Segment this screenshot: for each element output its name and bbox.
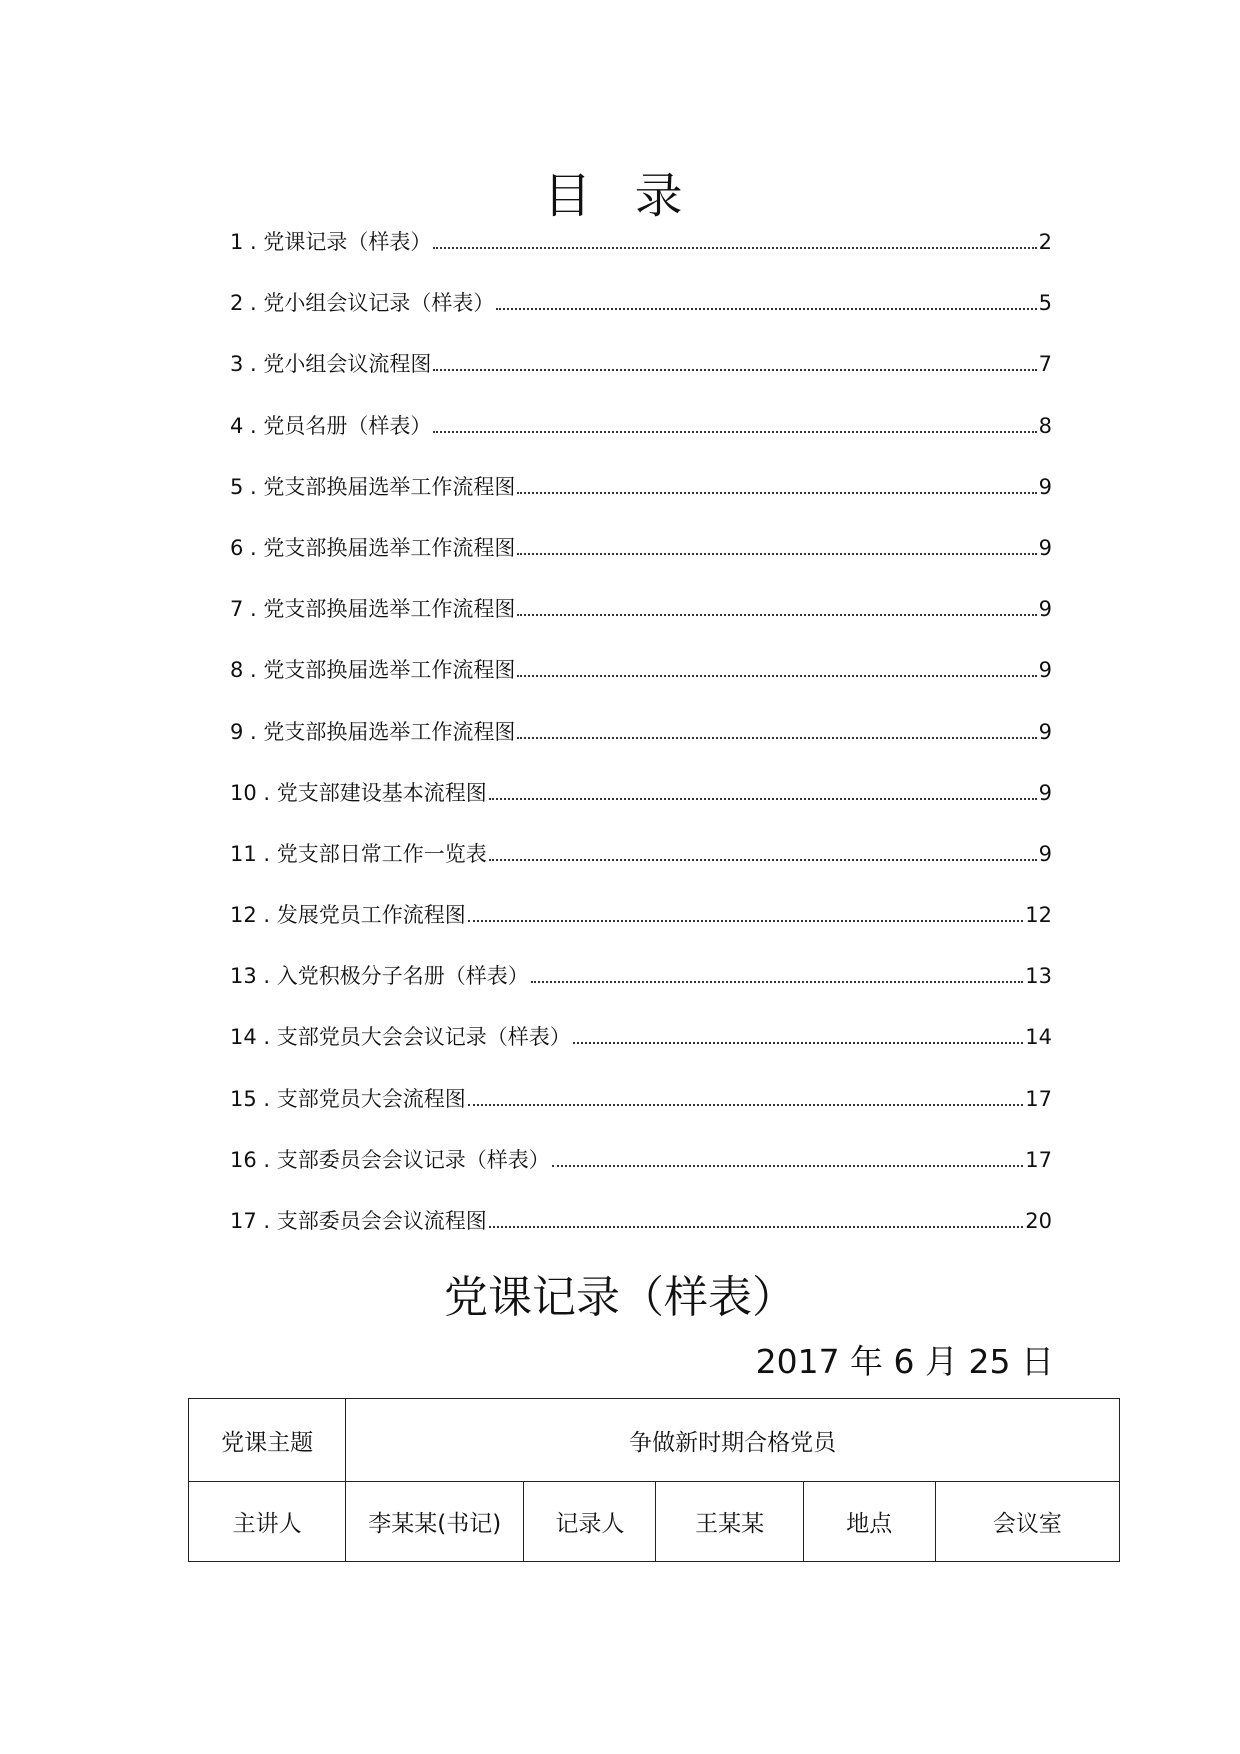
toc-entry-page: 20 <box>1025 1209 1052 1233</box>
toc-entry-label: 党支部换届选举工作流程图 <box>263 719 516 744</box>
toc-title: 目 录 <box>543 168 697 224</box>
toc-entry-separator: . <box>256 1147 277 1172</box>
toc-entry[interactable] <box>230 594 1052 655</box>
location-label-cell: 地点 <box>803 1482 935 1562</box>
toc-leader-dots <box>468 1103 1024 1106</box>
toc-entry-label: 党小组会议流程图 <box>263 352 432 377</box>
toc-entry-separator: . <box>256 1086 277 1111</box>
toc-entry-label: 党小组会议记录（样表） <box>263 291 495 316</box>
toc-entry-separator: . <box>243 230 264 254</box>
toc-entry-separator: . <box>256 903 277 928</box>
toc-entry-page: 9 <box>1038 597 1052 622</box>
toc-entry-number: 12 <box>230 903 257 928</box>
toc-entry-label: 党支部日常工作一览表 <box>276 841 487 866</box>
toc-leader-dots <box>433 368 1036 371</box>
toc-leader-dots <box>433 246 1036 249</box>
toc-leader-dots <box>489 1225 1024 1228</box>
toc-entry-number: 17 <box>230 1209 257 1233</box>
toc-entry-number: 7 <box>230 597 244 622</box>
toc-entry[interactable] <box>230 839 1052 900</box>
toc-entry-page: 13 <box>1025 964 1052 989</box>
toc-entry-label: 支部委员会会议流程图 <box>276 1209 487 1233</box>
toc-entry[interactable] <box>230 900 1052 961</box>
toc-entry-separator: . <box>243 719 264 744</box>
toc-entry-separator: . <box>256 964 277 989</box>
toc-leader-dots <box>517 491 1036 494</box>
table-row <box>189 1482 1120 1562</box>
toc-entry-separator: . <box>243 413 264 438</box>
toc-entry[interactable] <box>230 1084 1052 1145</box>
toc-entry-label: 党课记录（样表） <box>263 230 432 254</box>
toc-entry-number: 8 <box>230 658 244 683</box>
toc-leader-dots <box>517 674 1036 677</box>
toc-entry-page: 7 <box>1038 352 1052 377</box>
toc-entry-separator: . <box>243 535 264 560</box>
recorder-label-cell: 记录人 <box>524 1482 656 1562</box>
toc-entry[interactable] <box>230 533 1052 594</box>
toc-leader-dots <box>552 1164 1024 1167</box>
toc-entry-number: 9 <box>230 719 244 744</box>
table-of-contents <box>230 227 1052 1267</box>
toc-entry[interactable] <box>230 961 1052 1022</box>
toc-entry-page: 12 <box>1025 903 1052 928</box>
recorder-value-cell: 王某某 <box>656 1482 803 1562</box>
toc-entry-label: 党支部建设基本流程图 <box>276 780 487 805</box>
toc-entry[interactable] <box>230 411 1052 472</box>
toc-entry-number: 15 <box>230 1086 257 1111</box>
toc-entry-page: 5 <box>1038 291 1052 316</box>
toc-leader-dots <box>433 430 1036 433</box>
toc-leader-dots <box>531 980 1024 983</box>
toc-entry-page: 9 <box>1038 474 1052 499</box>
toc-leader-dots <box>517 736 1036 739</box>
toc-entry[interactable] <box>230 1206 1052 1267</box>
toc-leader-dots <box>496 307 1036 310</box>
topic-label-cell: 党课主题 <box>189 1399 346 1482</box>
toc-leader-dots <box>517 613 1036 616</box>
toc-entry-label: 入党积极分子名册（样表） <box>276 964 529 989</box>
toc-entry-separator: . <box>243 291 264 316</box>
toc-entry-page: 9 <box>1038 841 1052 866</box>
record-title: 党课记录（样表） <box>444 1272 796 1323</box>
toc-entry[interactable] <box>230 472 1052 533</box>
toc-entry-page: 9 <box>1038 719 1052 744</box>
toc-leader-dots <box>573 1041 1024 1044</box>
toc-entry-separator: . <box>243 352 264 377</box>
toc-entry-page: 9 <box>1038 780 1052 805</box>
toc-entry-number: 13 <box>230 964 257 989</box>
location-value-cell: 会议室 <box>935 1482 1119 1562</box>
toc-entry-number: 3 <box>230 352 244 377</box>
toc-entry-separator: . <box>243 474 264 499</box>
toc-entry-number: 2 <box>230 291 244 316</box>
toc-entry-number: 14 <box>230 1025 257 1050</box>
speaker-value-cell: 李某某(书记) <box>346 1482 524 1562</box>
toc-entry-separator: . <box>243 658 264 683</box>
toc-entry-label: 党支部换届选举工作流程图 <box>263 597 516 622</box>
topic-value-cell: 争做新时期合格党员 <box>346 1399 1120 1482</box>
toc-entry-number: 1 <box>230 230 244 254</box>
toc-leader-dots <box>517 552 1036 555</box>
toc-entry[interactable] <box>230 349 1052 410</box>
toc-entry-label: 党支部换届选举工作流程图 <box>263 535 516 560</box>
toc-entry-label: 党员名册（样表） <box>263 413 432 438</box>
toc-entry-label: 党支部换届选举工作流程图 <box>263 474 516 499</box>
party-lesson-record-table <box>188 1398 1120 1562</box>
toc-entry-page: 17 <box>1025 1147 1052 1172</box>
toc-entry-label: 支部委员会会议记录（样表） <box>276 1147 550 1172</box>
toc-entry[interactable] <box>230 778 1052 839</box>
toc-entry-separator: . <box>243 597 264 622</box>
toc-entry[interactable] <box>230 655 1052 716</box>
toc-entry[interactable] <box>230 1145 1052 1206</box>
table-row <box>189 1399 1120 1482</box>
toc-entry[interactable] <box>230 227 1052 288</box>
toc-entry-page: 17 <box>1025 1086 1052 1111</box>
toc-entry-label: 支部党员大会会议记录（样表） <box>276 1025 571 1050</box>
toc-entry[interactable] <box>230 1022 1052 1083</box>
toc-leader-dots <box>468 919 1024 922</box>
toc-entry-page: 2 <box>1038 230 1052 254</box>
toc-entry[interactable] <box>230 288 1052 349</box>
toc-entry-separator: . <box>256 1209 277 1233</box>
toc-entry-label: 支部党员大会流程图 <box>276 1086 466 1111</box>
toc-leader-dots <box>489 797 1037 800</box>
toc-entry-separator: . <box>256 1025 277 1050</box>
toc-entry-number: 16 <box>230 1147 257 1172</box>
toc-entry-page: 9 <box>1038 535 1052 560</box>
toc-entry-page: 8 <box>1038 413 1052 438</box>
toc-entry-page: 9 <box>1038 658 1052 683</box>
toc-entry-label: 党支部换届选举工作流程图 <box>263 658 516 683</box>
toc-leader-dots <box>489 858 1037 861</box>
toc-entry-separator: . <box>256 780 277 805</box>
toc-entry-number: 6 <box>230 535 244 560</box>
toc-entry-number: 10 <box>230 780 257 805</box>
toc-entry-number: 5 <box>230 474 244 499</box>
toc-entry-label: 发展党员工作流程图 <box>276 903 466 928</box>
toc-entry-page: 14 <box>1025 1025 1052 1050</box>
toc-entry-separator: . <box>256 841 277 866</box>
toc-entry-number: 4 <box>230 413 244 438</box>
record-date: 2017 年 6 月 25 日 <box>755 1342 1054 1381</box>
toc-entry-number: 11 <box>230 841 257 866</box>
toc-entry[interactable] <box>230 717 1052 778</box>
speaker-label-cell: 主讲人 <box>189 1482 346 1562</box>
